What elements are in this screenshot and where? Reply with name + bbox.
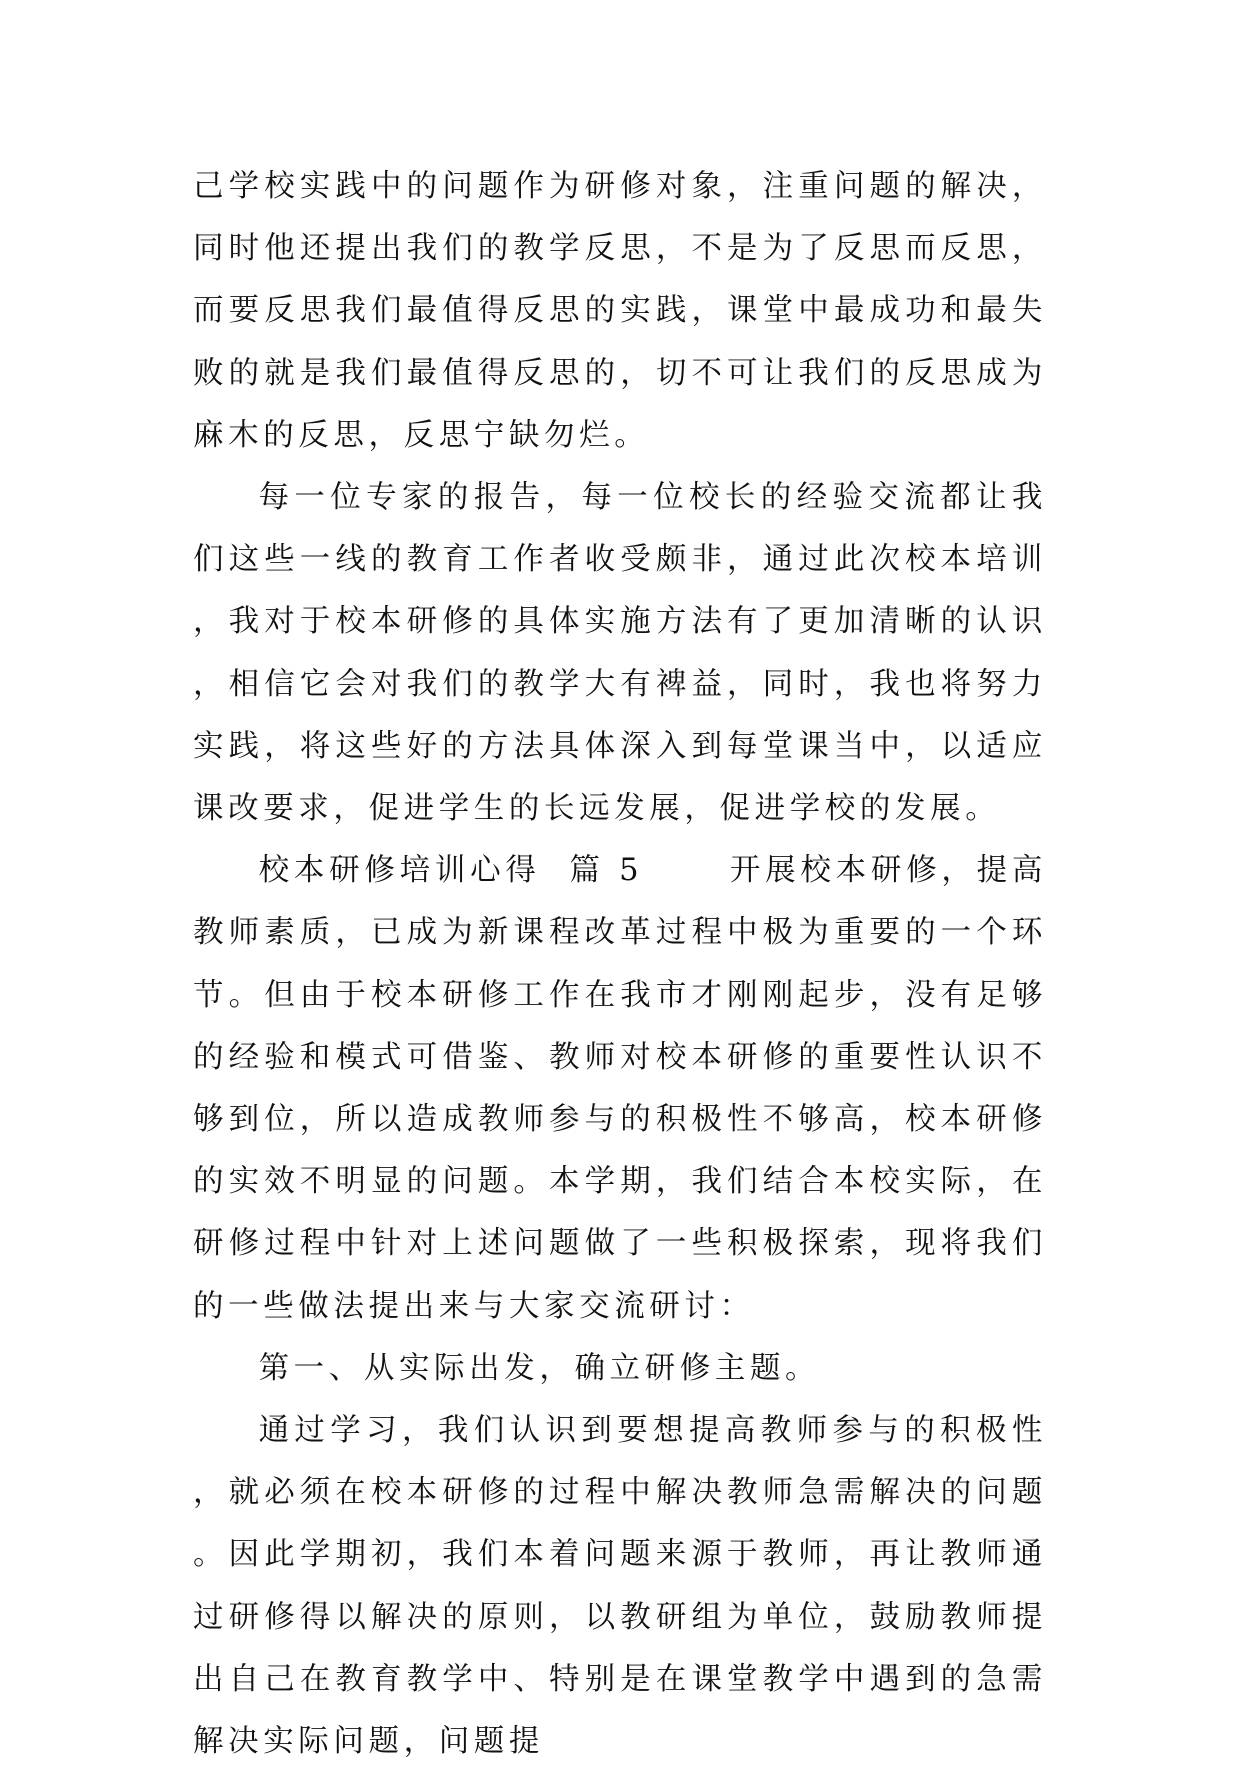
paragraph-5: 通过学习，我们认识到要想提高教师参与的积极性，就必须在校本研修的过程中解决教师急需解决的问题。因此学期初，我们本着问题来源于教师，再让教师通过研修得以解决的原则，以教研组为单位，鼓励教师提出自己在教育教学中、特别是在课堂教学中遇到的急需解决实际问题，问题提 (193, 1413, 1047, 1760)
paragraph-1: 己学校实践中的问题作为研修对象，注重问题的解决，同时他还提出我们的教学反思，不是为了反思而反思，而要反思我们最值得反思的实践，课堂中最成功和最失败的就是我们最值得反思的，切不可让我们的反思成为麻木的反思，反思宁缺勿烂。 (193, 169, 1047, 453)
document-body (193, 156, 1047, 1773)
paragraph-2: 每一位专家的报告，每一位校长的经验交流都让我们这些一线的教育工作者收受颇非，通过此次校本培训，我对于校本研修的具体实施方法有了更加清晰的认识，相信它会对我们的教学大有裨益，同时，我也将努力实践，将这些好的方法具体深入到每堂课当中，以适应课改要求，促进学生的长远发展，促进学校的发展。 (193, 480, 1047, 827)
paragraph-4-point-one: 第一、从实际出发，确立研修主题。 (258, 1350, 821, 1386)
paragraph-3-section-5: 校本研修培训心得 篇 5 开展校本研修，提高教师素质，已成为新课程改革过程中极为重要的一个环节。但由于校本研修工作在我市才刚刚起步，没有足够的经验和模式可借鉴、教师对校本研修的重要性认识不够到位，所以造成教师参与的积极性不够高，校本研修的实效不明显的问题。本学期，我们结合本校实际，在研修过程中针对上述问题做了一些积极探索，现将我们的一些做法提出来与大家交流研讨： (193, 853, 1047, 1324)
